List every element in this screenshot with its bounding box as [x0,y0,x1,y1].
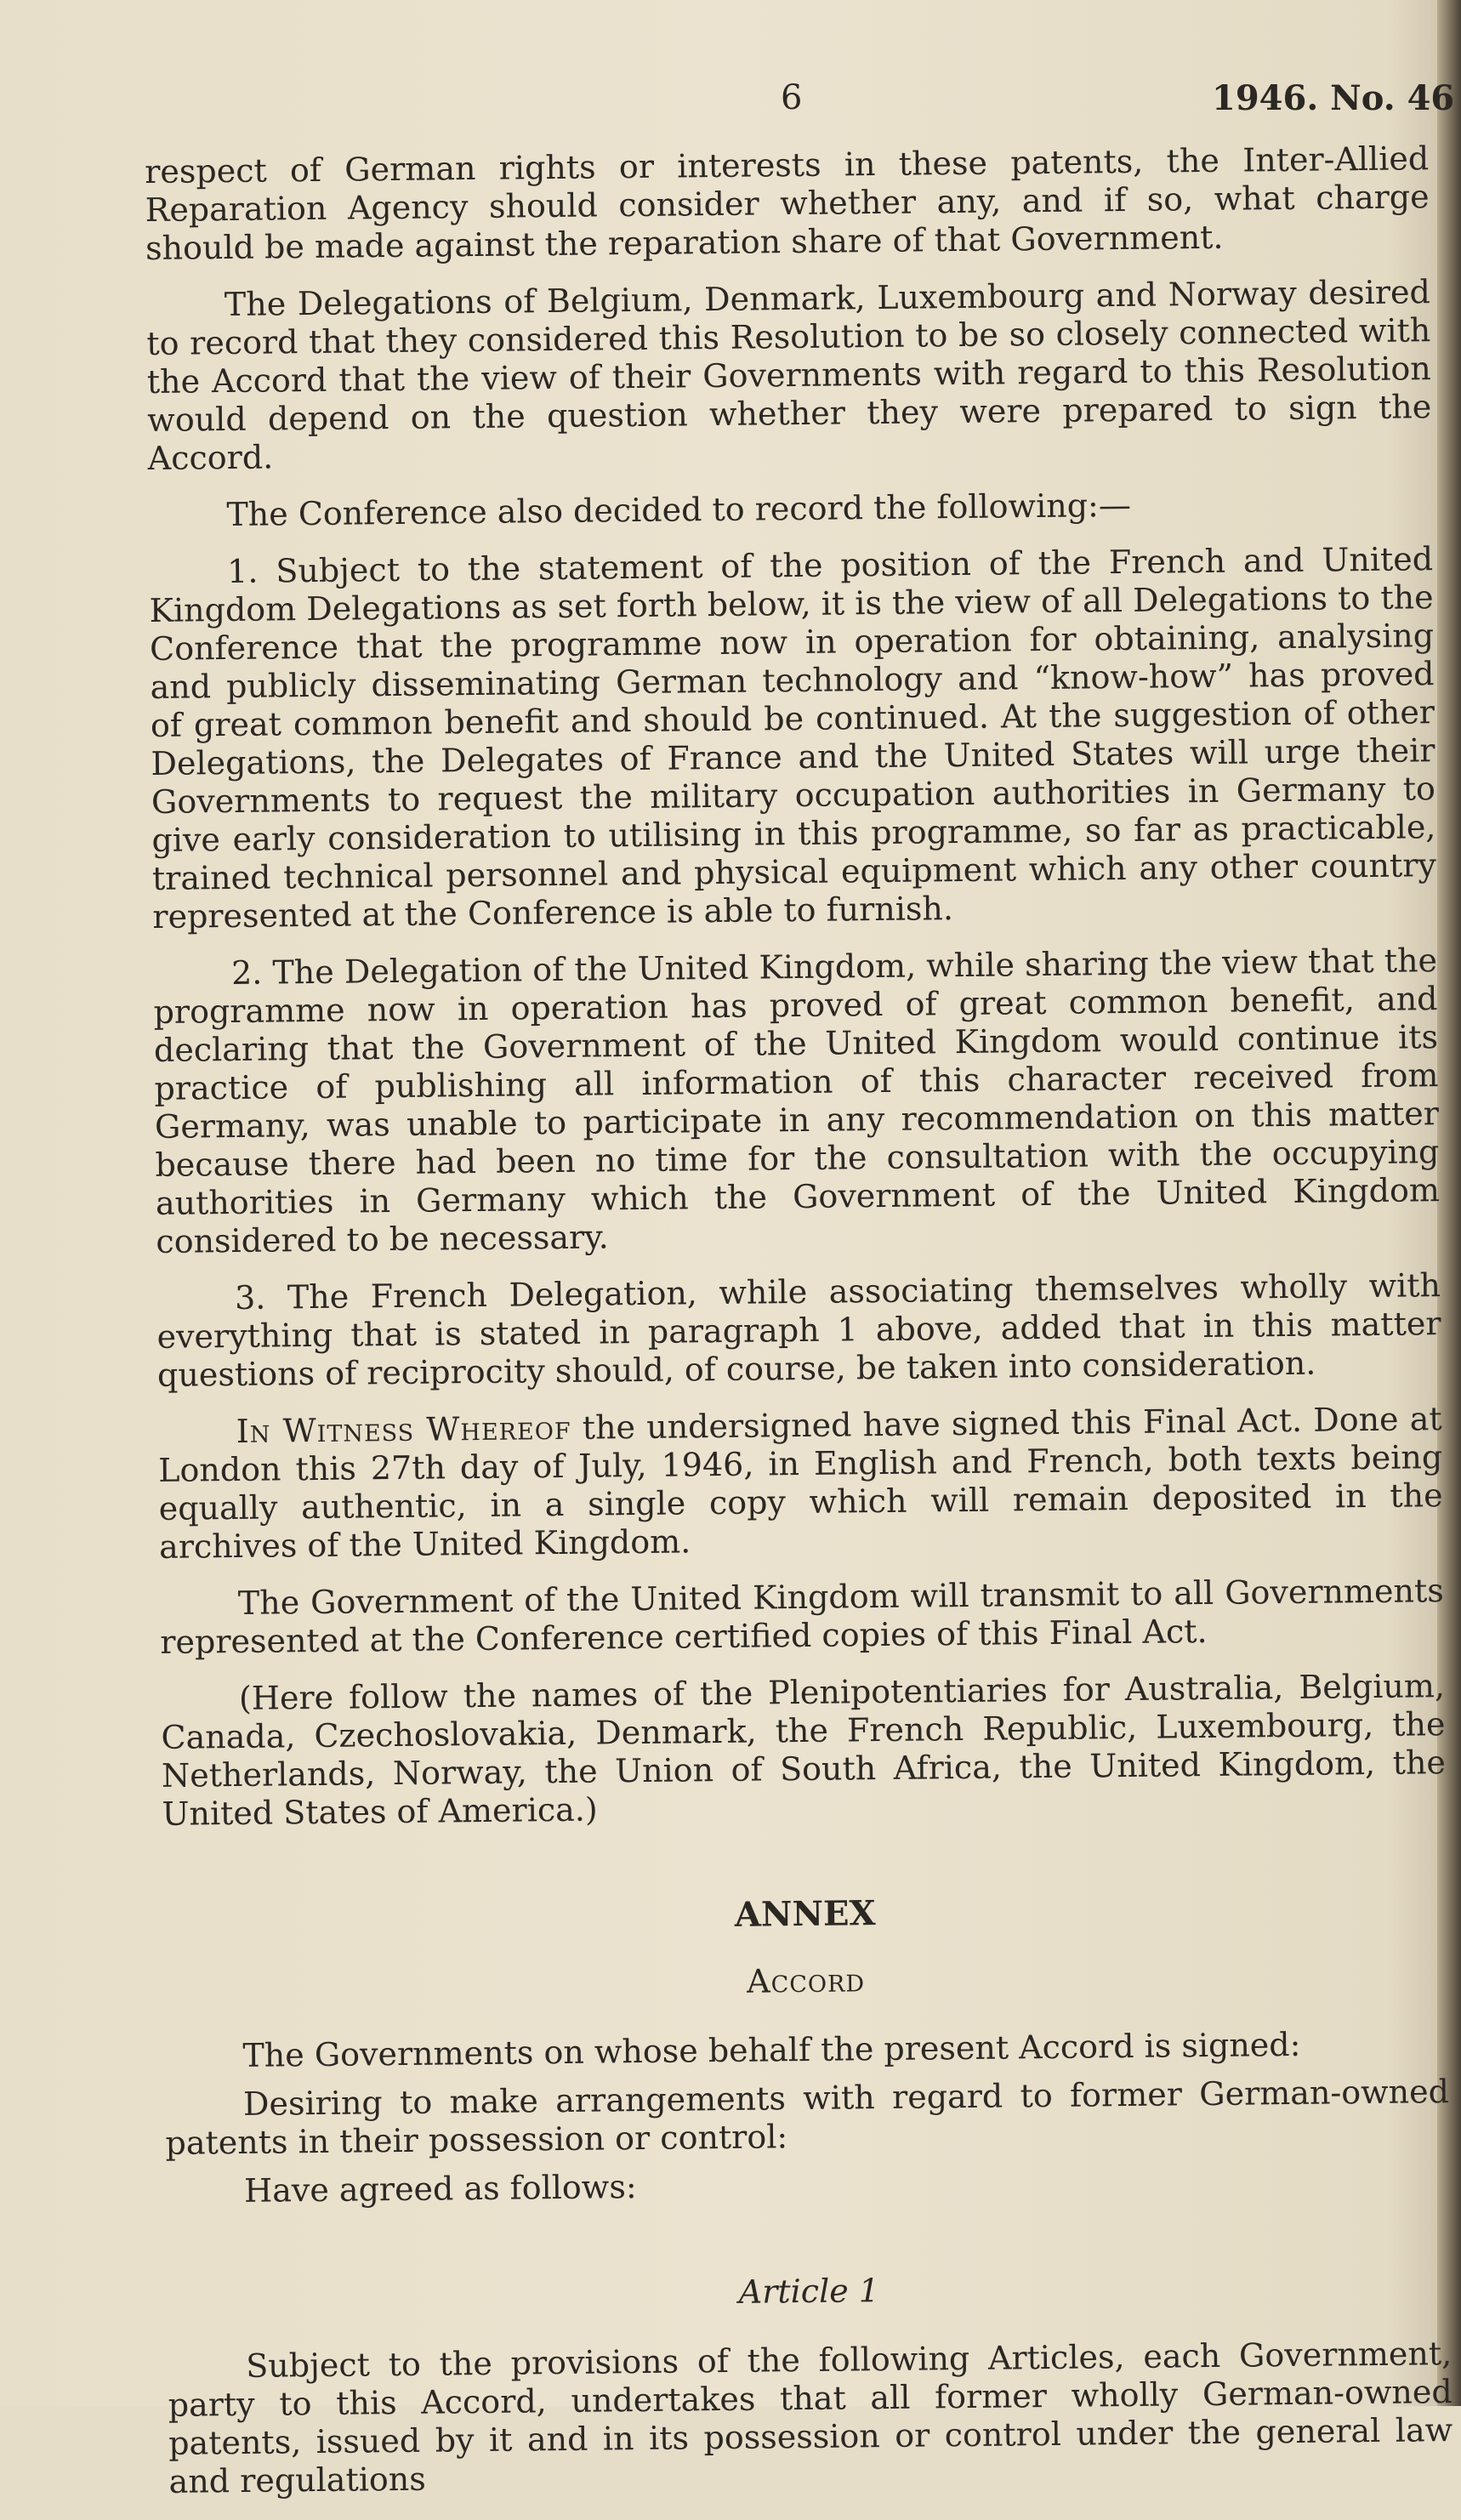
witness-lead: In Witness Whereof [236,1408,571,1450]
witness-clause [158,1400,1444,1567]
page-header [0,78,1461,138]
transmit-clause: The Government of the United Kingdom will transmit to all Governments represented at the Conference certified copies of this Final Act. [160,1572,1445,1661]
paragraph-continuation: respect of German rights or interests in these patents, the Inter-Allied Reparation Agency should consider whether any, and if so, what charge should be made against the reparation share of that Government. [145,139,1430,267]
numbered-paragraph-2: 2. The Delegation of the United Kingdom, while sharing the view that the programme now in operation has proved of great common benefit, and declaring that the Government of the United Kingdom would continue its practice of publishing all information of this character received from Germany, was unable to participate in any recommendation on this matter because there had been no time for the consultation with the occupying authorities in Germany which the Government of the United Kingdom considered to be necessary. [153,941,1441,1260]
article-1-heading: Article 1 [738,2272,880,2311]
witness-text: the undersigned have signed this Final Act. Done at London this 27th day of July, 1946, in English and French, both texts being equally authentic, in a single copy which will remain deposited in the archives of the United Kingdom. [157,1400,1443,1566]
numbered-paragraph-1: 1. Subject to the statement of the position of the French and United Kingdom Delegations as set forth below, it is the view of all Delegations to the Conference that the programme now in operation for obtaining, analysing and publicly disseminating German technology and “know-how” has proved of great common benefit and should be continued. At the suggestion of other Delegations, the Delegates of France and the United States will urge their Governments to request the military occupation authorities in Germany to give early consideration to utilising in this programme, so far as practicable, trained technical personnel and physical equipment which any other country represented at the Conference is able to furnish. [149,540,1437,936]
numbered-paragraph-3: 3. The French Delegation, while associating themselves wholly with everything that is stated in paragraph 1 above, added that in this matter questions of reciprocity should, of course, be taken into consideration. [156,1266,1441,1394]
page-number: 6 [781,78,803,117]
preamble-line-3: Have agreed as follows: [243,2168,637,2210]
document-body [145,139,1453,2520]
signatories-note: (Here follow the names of the Plenipotentiaries for Australia, Belgium, Canada, Czechoslovakia, Denmark, the French Republic, Luxembourg, the Netherlands, Norway, the Union of South Africa, the United Kingdom, the United States of America.) [161,1667,1447,1833]
accord-heading: Accord [746,1961,866,2000]
article-1-text: Subject to the provisions of the following Articles, each Government, party to this Accord, undertakes that all former wholly German-owned patents, issued by it and in its possession or control under the general law and regulations [168,2335,1453,2500]
year-and-number: 1946. No. 46 [1212,78,1455,118]
preamble-line-1: The Governments on whose behalf the present Accord is signed: [242,2025,1301,2074]
annex-heading: ANNEX [734,1893,876,1935]
preamble-line-2: Desiring to make arrangements with regard to former German-owned patents in their possession or control: [165,2073,1450,2162]
paragraph-delegations-statement: The Delegations of Belgium, Denmark, Luxembourg and Norway desired to record that they considered this Resolution to be so closely connected with the Accord that the view of their Governments with regard to this Resolution would depend on the question whether they were prepared to sign the Accord. [146,273,1432,477]
paragraph-conference-record: The Conference also decided to record the following:— [226,486,1132,534]
